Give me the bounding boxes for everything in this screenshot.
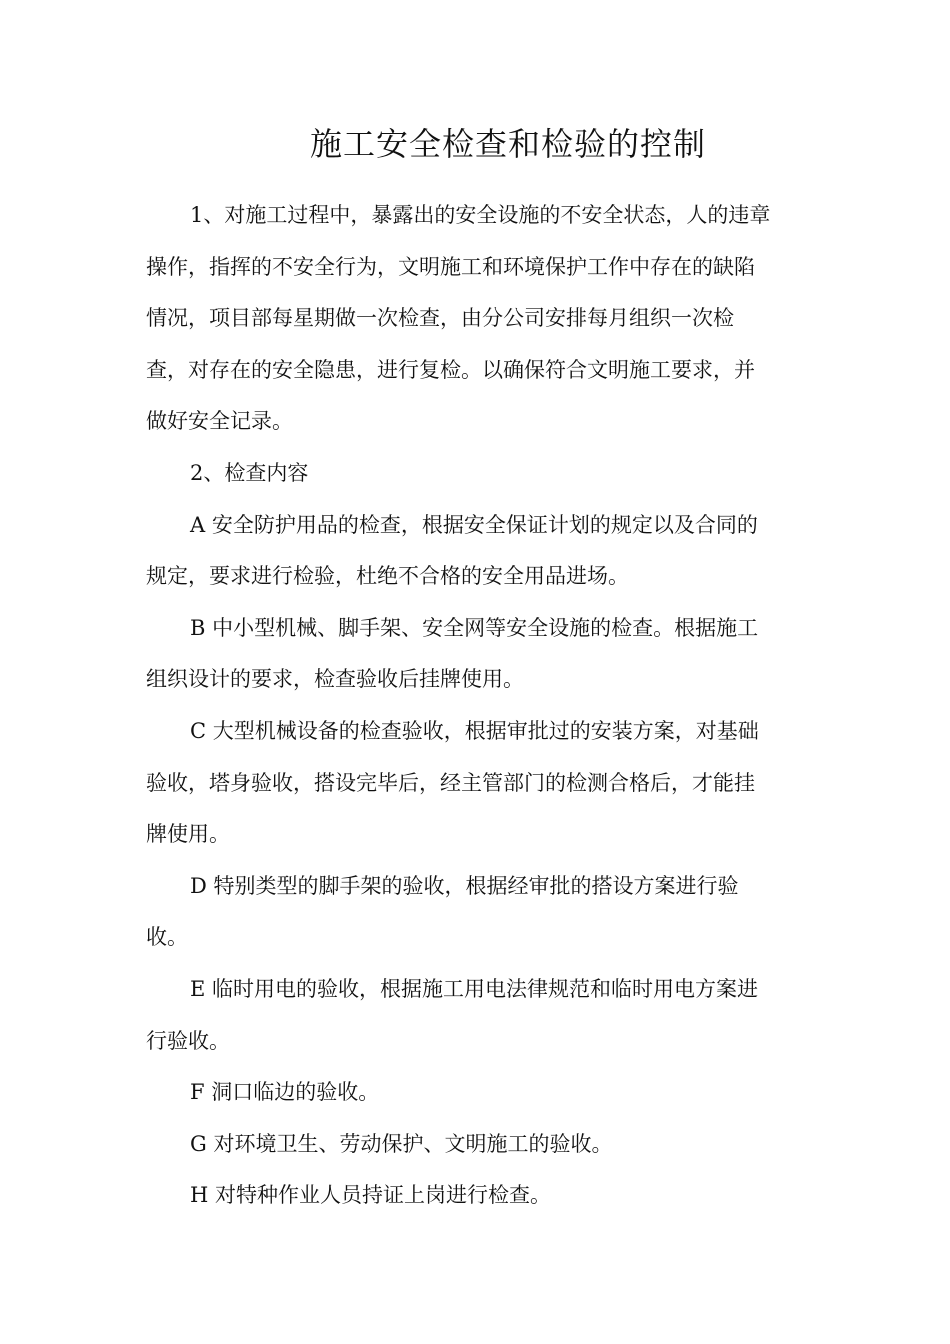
paragraph-item-h (146, 1170, 796, 1222)
paragraph-line: 做好安全记录。 (146, 409, 293, 434)
paragraph-line: G 对环境卫生、劳动保护、文明施工的验收。 (190, 1131, 613, 1156)
paragraph-line: 牌使用。 (146, 822, 230, 847)
paragraph-line: 组织设计的要求，检查验收后挂牌使用。 (146, 667, 524, 692)
paragraph-line: 查，对存在的安全隐患，进行复检。以确保符合文明施工要求，并 (146, 357, 755, 382)
paragraph-line: B 中小型机械、脚手架、安全网等安全设施的检查。根据施工 (190, 615, 759, 640)
paragraph-line: 收。 (146, 925, 188, 950)
paragraph-line: 行验收。 (146, 1028, 230, 1053)
paragraph-inspection-contents-heading (146, 448, 796, 500)
document-body (146, 190, 796, 1222)
paragraph-line: 验收，塔身验收，搭设完毕后，经主管部门的检测合格后，才能挂 (146, 770, 755, 795)
paragraph-line: H 对特种作业人员持证上岗进行检查。 (190, 1183, 551, 1208)
paragraph-line: 2、检查内容 (190, 460, 309, 485)
document-title: 施工安全检查和检验的控制 (309, 125, 706, 163)
paragraph-line: D 特别类型的脚手架的验收，根据经审批的搭设方案进行验 (190, 873, 739, 898)
paragraph-line: 情况，项目部每星期做一次检查，由分公司安排每月组织一次检 (146, 306, 734, 331)
paragraph-inspection-overview (146, 190, 796, 448)
paragraph-line: 1、对施工过程中，暴露出的安全设施的不安全状态，人的违章 (190, 203, 771, 227)
paragraph-line: C 大型机械设备的检查验收，根据审批过的安装方案，对基础 (190, 718, 759, 743)
paragraph-item-a (146, 500, 796, 603)
paragraph-item-f (146, 1067, 796, 1119)
paragraph-line: F 洞口临边的验收。 (190, 1080, 380, 1105)
paragraph-line: A 安全防护用品的检查，根据安全保证计划的规定以及合同的 (190, 512, 758, 537)
paragraph-item-e (146, 964, 796, 1067)
paragraph-line: 规定，要求进行检验，杜绝不合格的安全用品进场。 (146, 564, 629, 589)
paragraph-line: E 临时用电的验收，根据施工用电法律规范和临时用电方案进 (190, 976, 759, 1001)
paragraph-item-g (146, 1119, 796, 1171)
paragraph-line: 操作，指挥的不安全行为，文明施工和环境保护工作中存在的缺陷 (146, 254, 755, 279)
paragraph-item-b (146, 603, 796, 706)
paragraph-item-c (146, 706, 796, 861)
paragraph-item-d (146, 861, 796, 964)
